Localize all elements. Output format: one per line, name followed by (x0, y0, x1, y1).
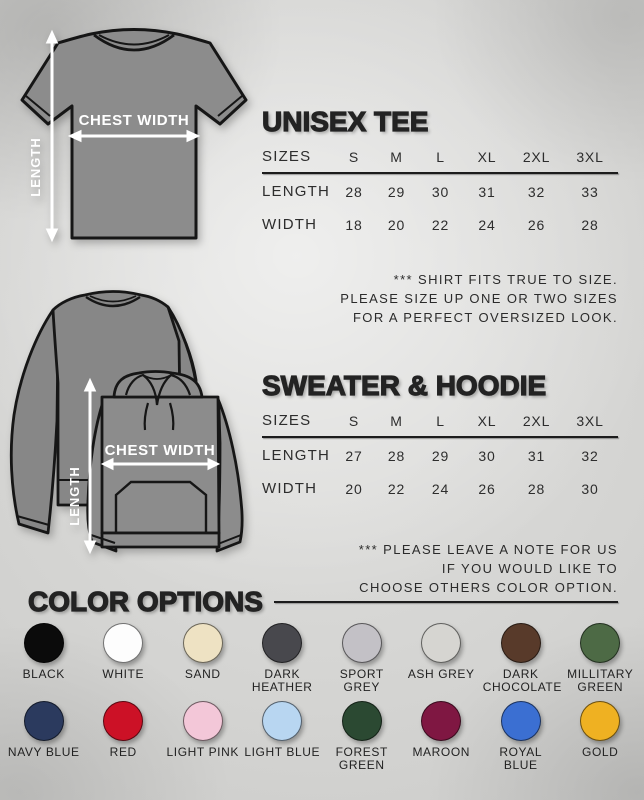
color-dot (103, 623, 143, 663)
note-line: IF YOU WOULD LIKE TO (441, 561, 618, 576)
cell: 20 (345, 480, 363, 497)
cell: 26 (527, 216, 546, 233)
cell: 28 (387, 447, 406, 464)
cell: 22 (387, 480, 406, 497)
color-swatch (163, 620, 243, 698)
hoodie-chest-width-label: CHEST WIDTH (104, 442, 216, 459)
cell: 32 (527, 183, 546, 200)
cell: 24 (478, 216, 496, 233)
color-label: SAND (184, 667, 221, 681)
color-swatch (243, 698, 323, 776)
sweater-size-table (262, 404, 618, 504)
color-swatch (243, 620, 323, 698)
color-swatch (4, 620, 84, 698)
sweater-left-sleeve (11, 310, 58, 533)
color-swatch (481, 620, 561, 698)
color-label: BLACK (22, 667, 65, 681)
color-dot (24, 623, 64, 663)
color-swatch (84, 698, 164, 776)
note-line: CHOOSE OTHERS COLOR OPTION. (359, 580, 618, 595)
color-options-rule (274, 601, 618, 603)
sizes-header: SIZES (262, 148, 312, 165)
color-swatch (84, 620, 164, 698)
table-rule (262, 436, 618, 438)
cell: 28 (527, 480, 546, 497)
cell: 31 (478, 183, 496, 200)
size-col: M (390, 412, 403, 429)
color-swatch (561, 620, 641, 698)
size-col: 2XL (522, 148, 551, 165)
cell: 26 (478, 480, 496, 497)
color-label: SPORT GREY (339, 667, 384, 694)
cell: 28 (345, 183, 363, 200)
table-row (262, 473, 618, 504)
color-swatch (402, 698, 482, 776)
color-dot (342, 701, 382, 741)
size-col: L (436, 148, 445, 165)
cell: 22 (431, 216, 450, 233)
color-label: LIGHT BLUE (244, 745, 321, 759)
cell: 29 (431, 447, 450, 464)
size-col: 3XL (576, 412, 604, 429)
color-label: NAVY BLUE (7, 745, 80, 759)
color-label: RED (109, 745, 137, 759)
color-label: WHITE (102, 667, 145, 681)
tee-fit-note (340, 270, 618, 327)
cell: 18 (345, 216, 363, 233)
tshirt-diagram (18, 12, 253, 248)
color-dot (262, 623, 302, 663)
color-dot (421, 623, 461, 663)
color-swatch (4, 698, 84, 776)
color-dot (262, 701, 302, 741)
sweater-title: SWEATER & HOODIE (262, 370, 547, 401)
note-line: PLEASE SIZE UP ONE OR TWO SIZES (340, 291, 618, 306)
color-label: DARK CHOCOLATE (482, 667, 562, 694)
table-header-row (262, 148, 618, 165)
table-row (262, 440, 618, 471)
color-dot (501, 701, 541, 741)
color-note (359, 540, 618, 597)
color-dot (183, 623, 223, 663)
cell: 31 (527, 447, 546, 464)
tee-size-table (262, 140, 618, 240)
color-dot (580, 701, 620, 741)
size-col: L (436, 412, 445, 429)
hoodie-right-sleeve (217, 399, 242, 551)
color-swatch (481, 698, 561, 776)
color-swatch (402, 620, 482, 698)
row-label: WIDTH (262, 216, 318, 233)
table-row (262, 209, 618, 240)
table-rule (262, 172, 618, 174)
size-col: M (390, 148, 403, 165)
color-dot (103, 701, 143, 741)
size-col: S (348, 148, 360, 165)
tshirt-body (22, 30, 246, 239)
cell: 29 (387, 183, 406, 200)
color-swatch (322, 698, 402, 776)
note-line: FOR A PERFECT OVERSIZED LOOK. (352, 310, 618, 325)
note-line: *** PLEASE LEAVE A NOTE FOR US (358, 542, 618, 557)
color-dot (342, 623, 382, 663)
hoodie-hem-band (102, 533, 219, 547)
color-label: ASH GREY (407, 667, 475, 681)
size-col: 2XL (522, 412, 551, 429)
cell: 30 (431, 183, 450, 200)
row-label: WIDTH (262, 480, 318, 497)
sweater-hoodie-diagram (2, 283, 255, 568)
color-label: MAROON (412, 745, 471, 759)
color-dot (580, 623, 620, 663)
size-col: XL (477, 412, 497, 429)
color-swatch (322, 620, 402, 698)
row-label: LENGTH (262, 447, 331, 464)
color-label: FOREST GREEN (335, 745, 388, 772)
tee-length-label: LENGTH (28, 137, 43, 197)
cell: 32 (581, 447, 599, 464)
color-label: DARK HEATHER (251, 667, 313, 694)
size-col: XL (477, 148, 497, 165)
note-line: *** SHIRT FITS TRUE TO SIZE. (393, 272, 618, 287)
tee-title: UNISEX TEE (262, 106, 429, 137)
hoodie-length-label: LENGTH (67, 466, 82, 526)
color-label: LIGHT PINK (166, 745, 239, 759)
sizes-header: SIZES (262, 412, 312, 429)
color-dot (501, 623, 541, 663)
cell: 30 (478, 447, 496, 464)
color-label: MILLITARY GREEN (567, 667, 634, 694)
table-header-row (262, 412, 618, 429)
table-row (262, 176, 618, 207)
cell: 28 (581, 216, 599, 233)
tee-chest-width-label: CHEST WIDTH (78, 112, 190, 129)
size-col: 3XL (576, 148, 604, 165)
color-swatch (163, 698, 243, 776)
cell: 33 (581, 183, 599, 200)
cell: 24 (431, 480, 450, 497)
color-label: ROYAL BLUE (499, 745, 543, 772)
color-dot (24, 701, 64, 741)
color-swatch (561, 698, 641, 776)
color-options-title: COLOR OPTIONS (28, 586, 263, 617)
color-dot (421, 701, 461, 741)
cell: 30 (581, 480, 599, 497)
cell: 27 (345, 447, 363, 464)
color-label: GOLD (582, 745, 619, 759)
cell: 20 (387, 216, 406, 233)
row-label: LENGTH (262, 183, 331, 200)
color-dot (183, 701, 223, 741)
size-col: S (348, 412, 360, 429)
color-swatch-grid (4, 620, 640, 776)
